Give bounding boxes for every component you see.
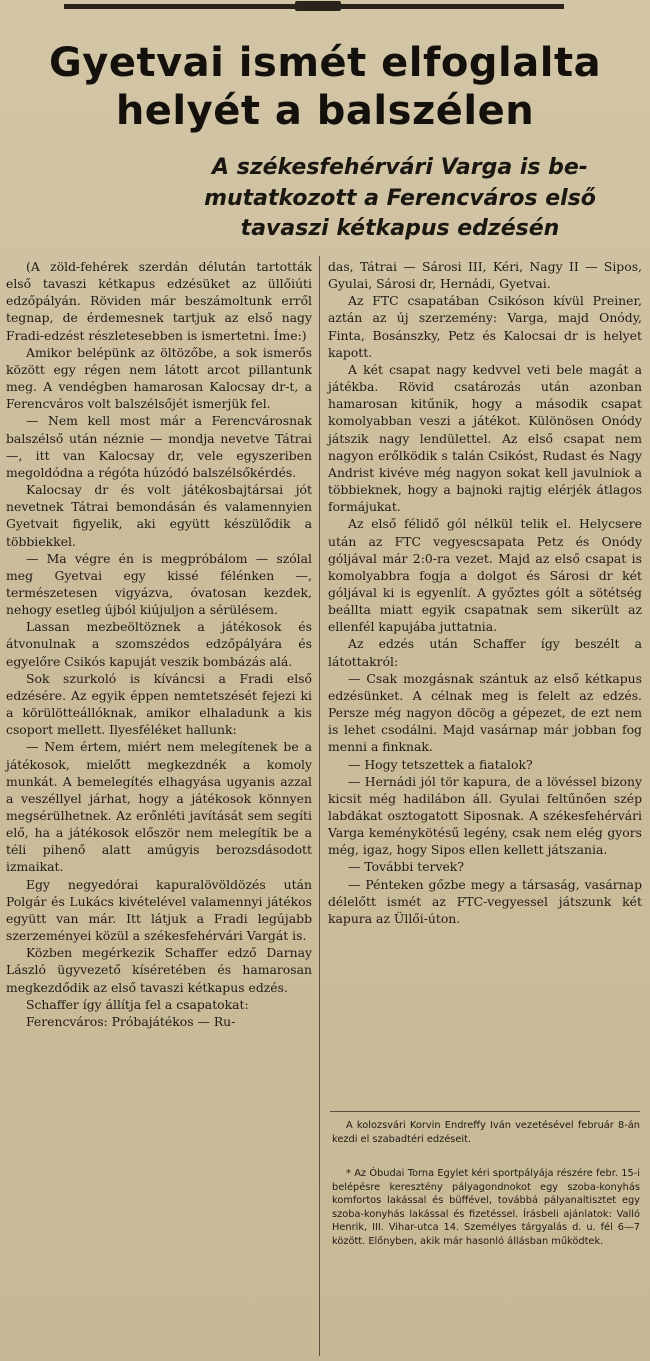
subheadline-line-1: A székesfehérvári Varga is be-	[212, 155, 588, 180]
quote-paragraph: — Hernádi jól tör kapura, de a lövéssel bizony kicsit még hadilábon áll. Gyulai feltűnően szép labdákat osztogatott Siposnak. A székesfehérvári Varga keménykötésű legény, csak nem elég gyors még, igaz, hogy Sipos ellen kellett játszania.	[328, 773, 642, 858]
paragraph: Amikor belépünk az öltözőbe, a sok ismerős között egy régen nem látott arcot pillantunk meg. A vendégben hamarosan Kalocsay dr-t, a Ferencváros volt balszélsőjét ismerjük fel.	[6, 344, 312, 412]
paragraph: Lassan mezbeöltöznek a játékosok és átvonulnak a szomszédos edzőpályára és egyelőre Csikós kapuját veszik bombázás alá.	[6, 619, 312, 669]
paragraph: Kalocsay dr és volt játékosbajtársai jót nevetnek Tátrai bemondásán és valamennyien Gyetvait figyelik, aki együtt készülődik a többiekkel.	[6, 482, 312, 549]
notes-divider	[330, 1111, 640, 1112]
quote-paragraph: — Csak mozgásnak szántuk az első kétkapus edzésünket. A célnak meg is felelt az edzés. Persze még nagyon döcög a gépezet, de ezt nem is lehet csodálni. Majd vasárnap már jobban fog menni a finknak.	[328, 670, 642, 755]
left-column	[6, 258, 312, 1030]
paragraph: Sok szurkoló is kíváncsi a Fradi első edzésére. Az egyik éppen nemtetszését fejezi ki a körülötteállóknak, amikor elhaladunk a kis csoport mellett. Ilyesféléket hallunk:	[6, 670, 312, 738]
classified-note	[332, 1167, 640, 1248]
note-text: * Az Óbudai Torna Egylet kéri sportpályája részére febr. 15-i belépésre keresztény pályagondnokot egy szoba-konyhás komfortos lakással és büffével, továbbá pályanaltisztet egy szoba-konyhás lakással és fizetéssel. Írásbeli ajánlatok: Valló Henrik, III. Vihar-utca 14. Személyes tárgyalás d. u. fél 6—7 között. Előnyben, akik már hasonló állásban működtek.	[332, 1168, 640, 1247]
subheadline-line-3: tavaszi kétkapus edzésén	[240, 216, 560, 241]
quote-paragraph: — Ma végre én is megpróbálom — szólal meg Gyetvai egy kissé félénken —, természetesen vigyázva, óvatosan kezdek, nehogy esetleg újból kiújuljon a sérülésem.	[6, 550, 312, 618]
paragraph: Ferencváros: Próbajátékos — Ru-	[26, 1013, 236, 1029]
headline-line-2: helyét a balszélen	[115, 88, 535, 134]
quote-paragraph: — Nem kell most már a Ferencvárosnak balszélső után néznie — mondja nevetve Tátrai —, itt van Kalocsay dr, vele egyszeriben megoldódna a régóta húzódó balszélsőkérdés.	[6, 413, 312, 480]
subheadline-line-2: mutatkozott a Ferencváros első	[204, 186, 596, 211]
note-text: A kolozsvári Korvin Endreffy Iván vezetésével február 8-án kezdi el szabadtéri edzéseit.	[332, 1120, 640, 1145]
column-divider	[319, 256, 320, 1356]
top-rule-ornament	[295, 1, 341, 11]
right-column	[328, 258, 642, 927]
paragraph: Közben megérkezik Schaffer edző Darnay László ügyvezető kíséretében és hamarosan megkezdődik az első tavaszi kétkapus edzés.	[6, 945, 312, 995]
paragraph: Az edzés után Schaffer így beszélt a látottakról:	[328, 636, 642, 669]
paragraph: (A zöld-fehérek szerdán délután tartották első tavaszi kétkapus edzésüket az üllőiúti edzőpályán. Röviden már beszámoltunk erről tegnap, de érdemesnek tartjuk az első nagy Fradi-edzést részletesebben is ismertetni. Íme:)	[6, 259, 312, 343]
paragraph: A két csapat nagy kedvvel veti bele magát a játékba. Rövid csatározás után azonban hamarosan kitűnik, hogy a második csapat komolyabban veszi a játékot. Különösen Onódy játszik nagy lendülettel. Az első csapat nem nagyon erőlködik s talán Csikóst, Rudast és Nagy Andrist kivéve még nagyon sokat kell javulniok a többieknek, hogy a bajnoki rajtig elérjék átlagos formájukat.	[328, 361, 642, 515]
quote-paragraph: — Nem értem, miért nem melegítenek be a játékosok, mielőtt megkezdnék a komoly munkát. A bemelegítés elhagyása ugyanis azzal a veszéllyel járhat, hogy a játékosok könnyen megsérülhetnek. Az erőnléti javítását sem segíti elő, ha a játékosok először nem melegítik be a téli pihenő alatt amúgyis berozsdásodott izmaikat.	[6, 739, 312, 875]
news-note	[332, 1119, 640, 1146]
headline-line-1: Gyetvai ismét elfoglalta	[48, 40, 602, 86]
paragraph: Az első félidő gól nélkül telik el. Helycsere után az FTC vegyescsapata Petz és Onódy góljával már 2:0-ra vezet. Majd az első csapat is komolyabbra fogja a dolgot és Sárosi dr két góljával ki is egyenlít. A győztes gólt a sötétség beálltа miatt egyik csapatnak sem sikerült az ellenfél kapujába juttatnia.	[328, 516, 642, 635]
paragraph: Egy negyedórai kapuralövöldözés után Polgár és Lukács kivételével valamennyi játékos együtt van már. Itt látjuk a Fradi legújabb szerzeményei közül a székesfehérvári Vargát is.	[6, 876, 312, 944]
paragraph: Az FTC csapatában Csikóson kívül Preiner, aztán az új szerzemény: Varga, majd Onódy, Finta, Bosánszky, Petz és Kalocsai dr is helyet kapott.	[328, 293, 642, 360]
paragraph: das, Tátrai — Sárosi III, Kéri, Nagy II — Sipos, Gyulai, Sárosi dr, Hernádi, Gyetvai.	[328, 259, 642, 292]
quote-paragraph: — Pénteken gőzbe megy a társaság, vasárnap délelőtt ismét az FTC-vegyessel játszunk két kapura az Üllői-úton.	[328, 876, 642, 926]
paragraph: — Hogy tetszettek a fiatalok?	[348, 756, 533, 772]
paragraph: — További tervek?	[348, 859, 464, 875]
paragraph: Schaffer így állítja fel a csapatokat:	[26, 996, 249, 1012]
